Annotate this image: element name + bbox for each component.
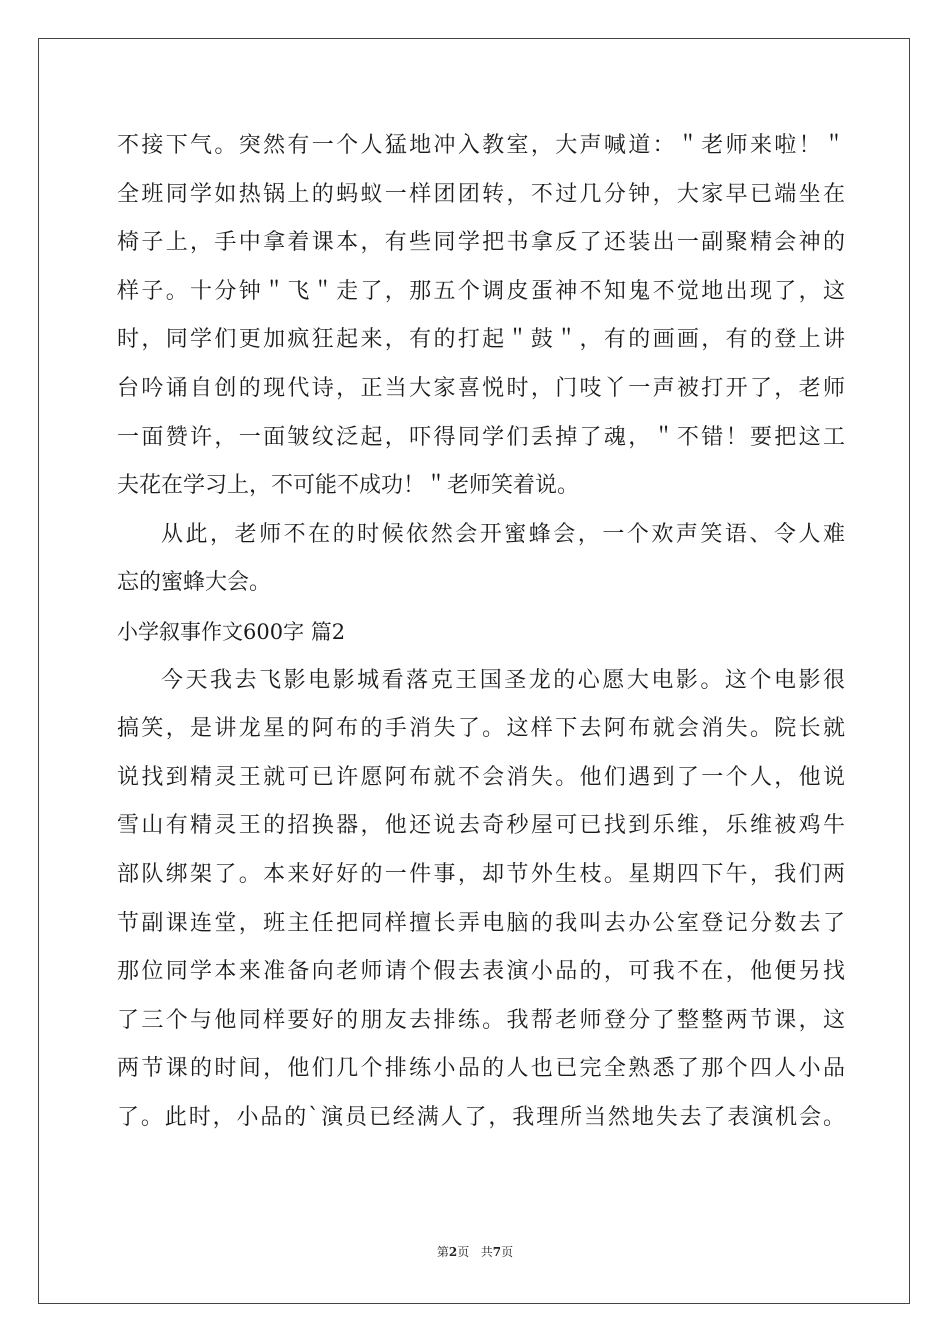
text-line: 了。此时，小品的`演员已经满人了，我理所当然地失去了表演机会。 — [117, 1104, 845, 1130]
document-body — [117, 122, 845, 1142]
section-heading: 小学叙事作文600字 篇2 — [117, 619, 346, 644]
text-line: 说找到精灵王就可已许愿阿布就不会消失。他们遇到了一个人，他说 — [117, 764, 845, 790]
text-line: 今天我去飞影电影城看落克王国圣龙的心愿大电影。这个电影很 — [161, 667, 845, 693]
text-line: 搞笑，是讲龙星的阿布的手消失了。这样下去阿布就会消失。院长就 — [117, 716, 845, 742]
text-line: 一面赞许，一面皱纹泛起，吓得同学们丢掉了魂，＂不错！要把这工 — [117, 424, 845, 450]
text-line: 全班同学如热锅上的蚂蚁一样团团转，不过几分钟，大家早已端坐在 — [117, 181, 845, 207]
page-footer — [0, 1243, 950, 1260]
text-line: 那位同学本来准备向老师请个假去表演小品的，可我不在，他便另找 — [117, 959, 845, 985]
text-line: 部队绑架了。本来好好的一件事，却节外生枝。星期四下午，我们两 — [117, 861, 845, 887]
total-prefix: 共 — [480, 1245, 493, 1259]
text-line: 样子。十分钟＂飞＂走了，那五个调皮蛋神不知鬼不觉地出现了，这 — [117, 278, 845, 304]
text-line: 台吟诵自创的现代诗，正当大家喜悦时，门吱丫一声被打开了，老师 — [117, 375, 845, 401]
text-line: 不接下气。突然有一个人猛地冲入教室，大声喊道：＂老师来啦！＂ — [117, 133, 845, 158]
paragraph-2 — [117, 511, 845, 608]
text-line: 雪山有精灵王的招换器，他还说去奇秒屋可已找到乐维，乐维被鸡牛 — [117, 813, 845, 839]
text-line: 两节课的时间，他们几个排练小品的人也已完全熟悉了那个四人小品 — [117, 1056, 845, 1082]
page-suffix: 页 — [457, 1245, 470, 1259]
text-line: 了三个与他同样要好的朋友去排练。我帮老师登分了整整两节课，这 — [117, 1007, 845, 1033]
text-line: 节副课连堂，班主任把同样擅长弄电脑的我叫去办公室登记分数去了 — [117, 910, 845, 936]
text-line: 椅子上，手中拿着课本，有些同学把书拿反了还装出一副聚精会神的 — [117, 230, 845, 256]
total-suffix: 页 — [501, 1245, 514, 1259]
page-number: 2 — [448, 1245, 458, 1259]
total-pages: 7 — [492, 1245, 502, 1259]
text-line: 夫花在学习上，不可能不成功！＂老师笑着说。 — [117, 473, 580, 499]
page-prefix: 第 — [436, 1245, 449, 1259]
paragraph-1 — [117, 122, 845, 511]
text-line: 时，同学们更加疯狂起来，有的打起＂鼓＂，有的画画，有的登上讲 — [117, 327, 845, 353]
paragraph-3 — [117, 657, 845, 1143]
text-line: 忘的蜜蜂大会。 — [117, 570, 272, 596]
text-line: 从此，老师不在的时候依然会开蜜蜂会，一个欢声笑语、令人难 — [161, 521, 845, 547]
